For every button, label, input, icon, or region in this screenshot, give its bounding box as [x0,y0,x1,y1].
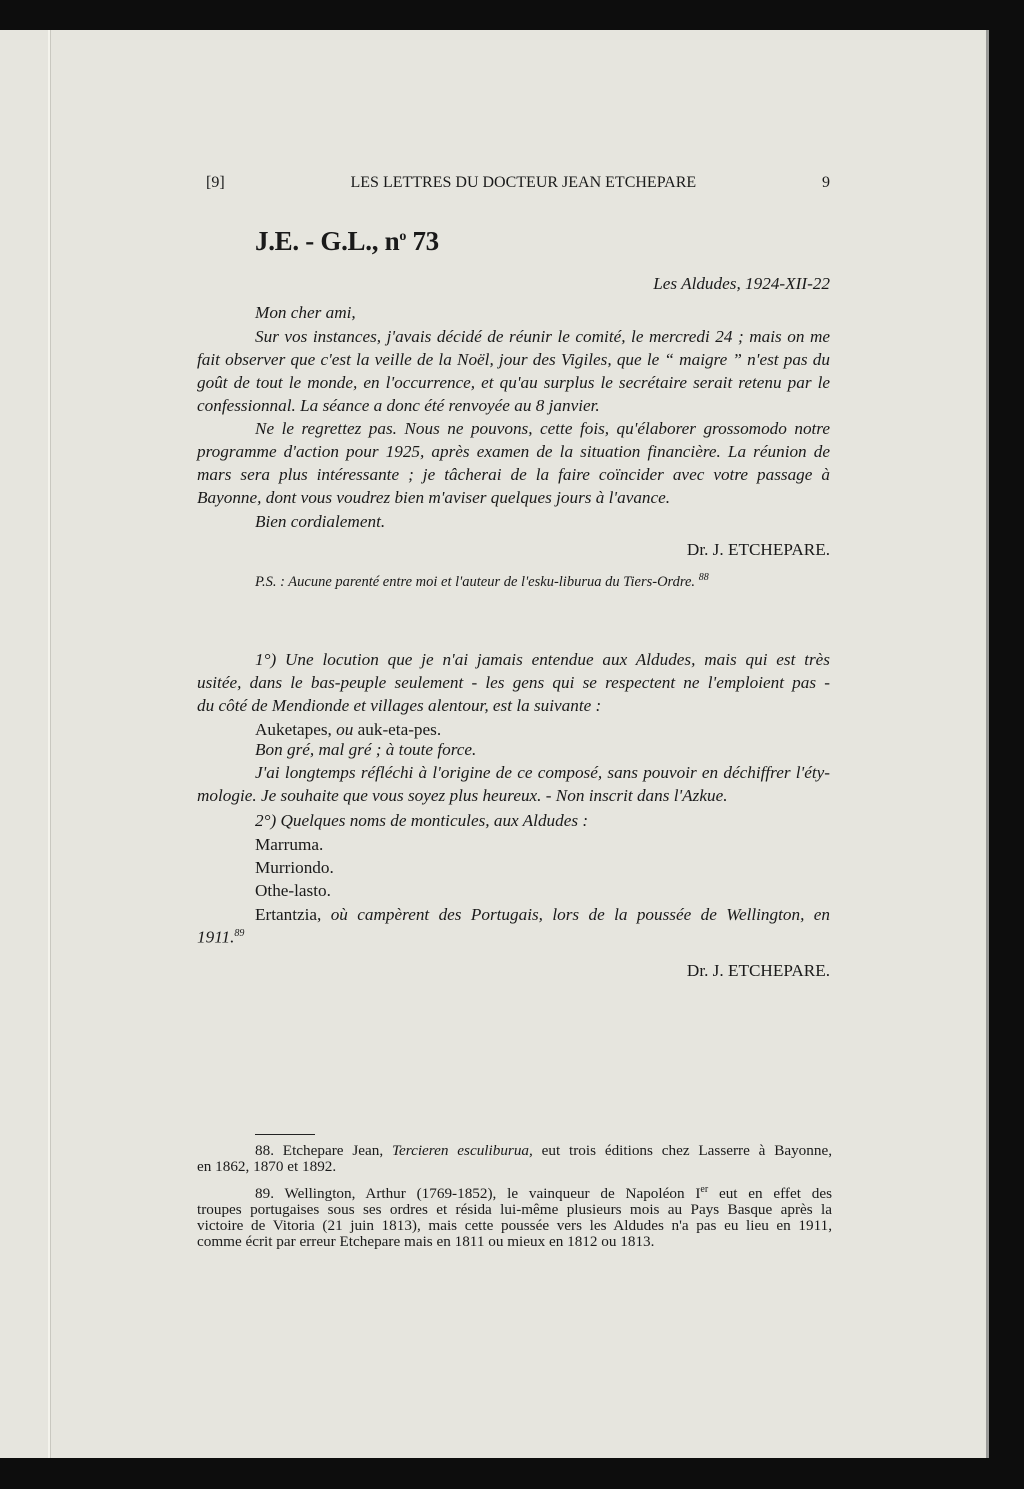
annex-item-2: 2°) Quelques noms de monticules, aux Aldudes : [255,811,589,830]
closing: Bien cordialement. [255,512,386,531]
header-page-number: 9 [821,174,830,191]
footnote-88: 88. Etchepare Jean, Tercieren esculiburua, eut trois éditions chez Lasserre à Bayonne, en 1862, 1870 et 1892. [197,1142,832,1175]
footnote-ref-89: 89 [234,928,245,939]
footnote-ref-88: 88 [698,572,709,583]
page-gutter [48,30,50,1458]
salutation: Mon cher ami, [255,303,356,322]
signature-2: Dr. J. ETCHEPARE. [686,961,830,980]
header-page-ref: [9] [206,174,225,191]
paragraph-1: Sur vos instances, j'avais décidé de réunir le comité, le mercredi 24 ; mais on me fait observer que c'est la veille de la Noël, jour des Vigiles, que le “ maigre ” n'est pas du goût de tout le monde, en l'occurrence, et qu'au surplus le secrétaire serait retenu par le confessionnal. La séance a donc été renvoyée au 8 janvier. [197,327,830,415]
letter-title: J.E. - G.L., $n^o$ 73 [255,226,439,256]
annex-item-1: 1°) Une locution que je n'ai jamais entendue aux Aldudes, mais qui est très usitée, dans le bas-peuple seulement - les gens qui se respectent ne l'emploient pas - du côté de Mendionde et villages alentour, est la suivante : [197,650,830,715]
term-comment: J'ai longtemps réfléchi à l'origine de ce composé, sans pouvoir en déchiffrer l'éty- mologie. Je souhaite que vous soyez plus heureux. - Non inscrit dans l'Azkue. [197,763,830,805]
place-name: Othe-lasto. [255,881,331,900]
footnote-89: 89. Wellington, Arthur (1769-1852), le vainqueur de Napoléon Ier eut en effet des troupes portugaises sous ses ordres et résida lui-même plusieurs mois au Pays Basque après la victoire de Vitoria (21 juin 1813), mais cette poussée vers les Aldudes n'a pas eu lieu en 1911, comme écrit par erreur Etchepare mais en 1811 ou mieux en 1812 ou 1813. [197,1184,832,1251]
document-page [0,30,989,1458]
place-date: Les Aldudes, 1924-XII-22 [653,274,830,293]
footnote-rule [255,1134,315,1135]
header-title: LES LETTRES DU DOCTEUR JEAN ETCHEPARE [350,174,697,191]
place-name: Murriondo. [255,858,334,877]
ertantzia-entry: Ertantzia, où campèrent des Portugais, lors de la poussée de Wellington, en 1911.89 [197,905,830,947]
postscript: P.S. : Aucune parenté entre moi et l'auteur de l'esku-liburua du Tiers-Ordre. $^{88}$ [255,572,709,590]
running-header [206,174,830,192]
term-meaning: Bon gré, mal gré ; à toute force. [255,740,477,759]
paragraph-2: Ne le regrettez pas. Nous ne pouvons, cette fois, qu'élaborer grossomodo notre programme d'action pour 1925, après examen de la situation financière. La réunion de mars sera plus intéressante ; je tâcherai de la faire coïncider avec votre passage à Bayonne, dont vous voudrez bien m'aviser quelques jours à l'avance. [197,419,830,507]
basque-term: Auketapes, ou auk-eta-pes. [255,720,442,739]
signature: Dr. J. ETCHEPARE. [686,540,830,559]
place-name: Marruma. [255,835,324,854]
